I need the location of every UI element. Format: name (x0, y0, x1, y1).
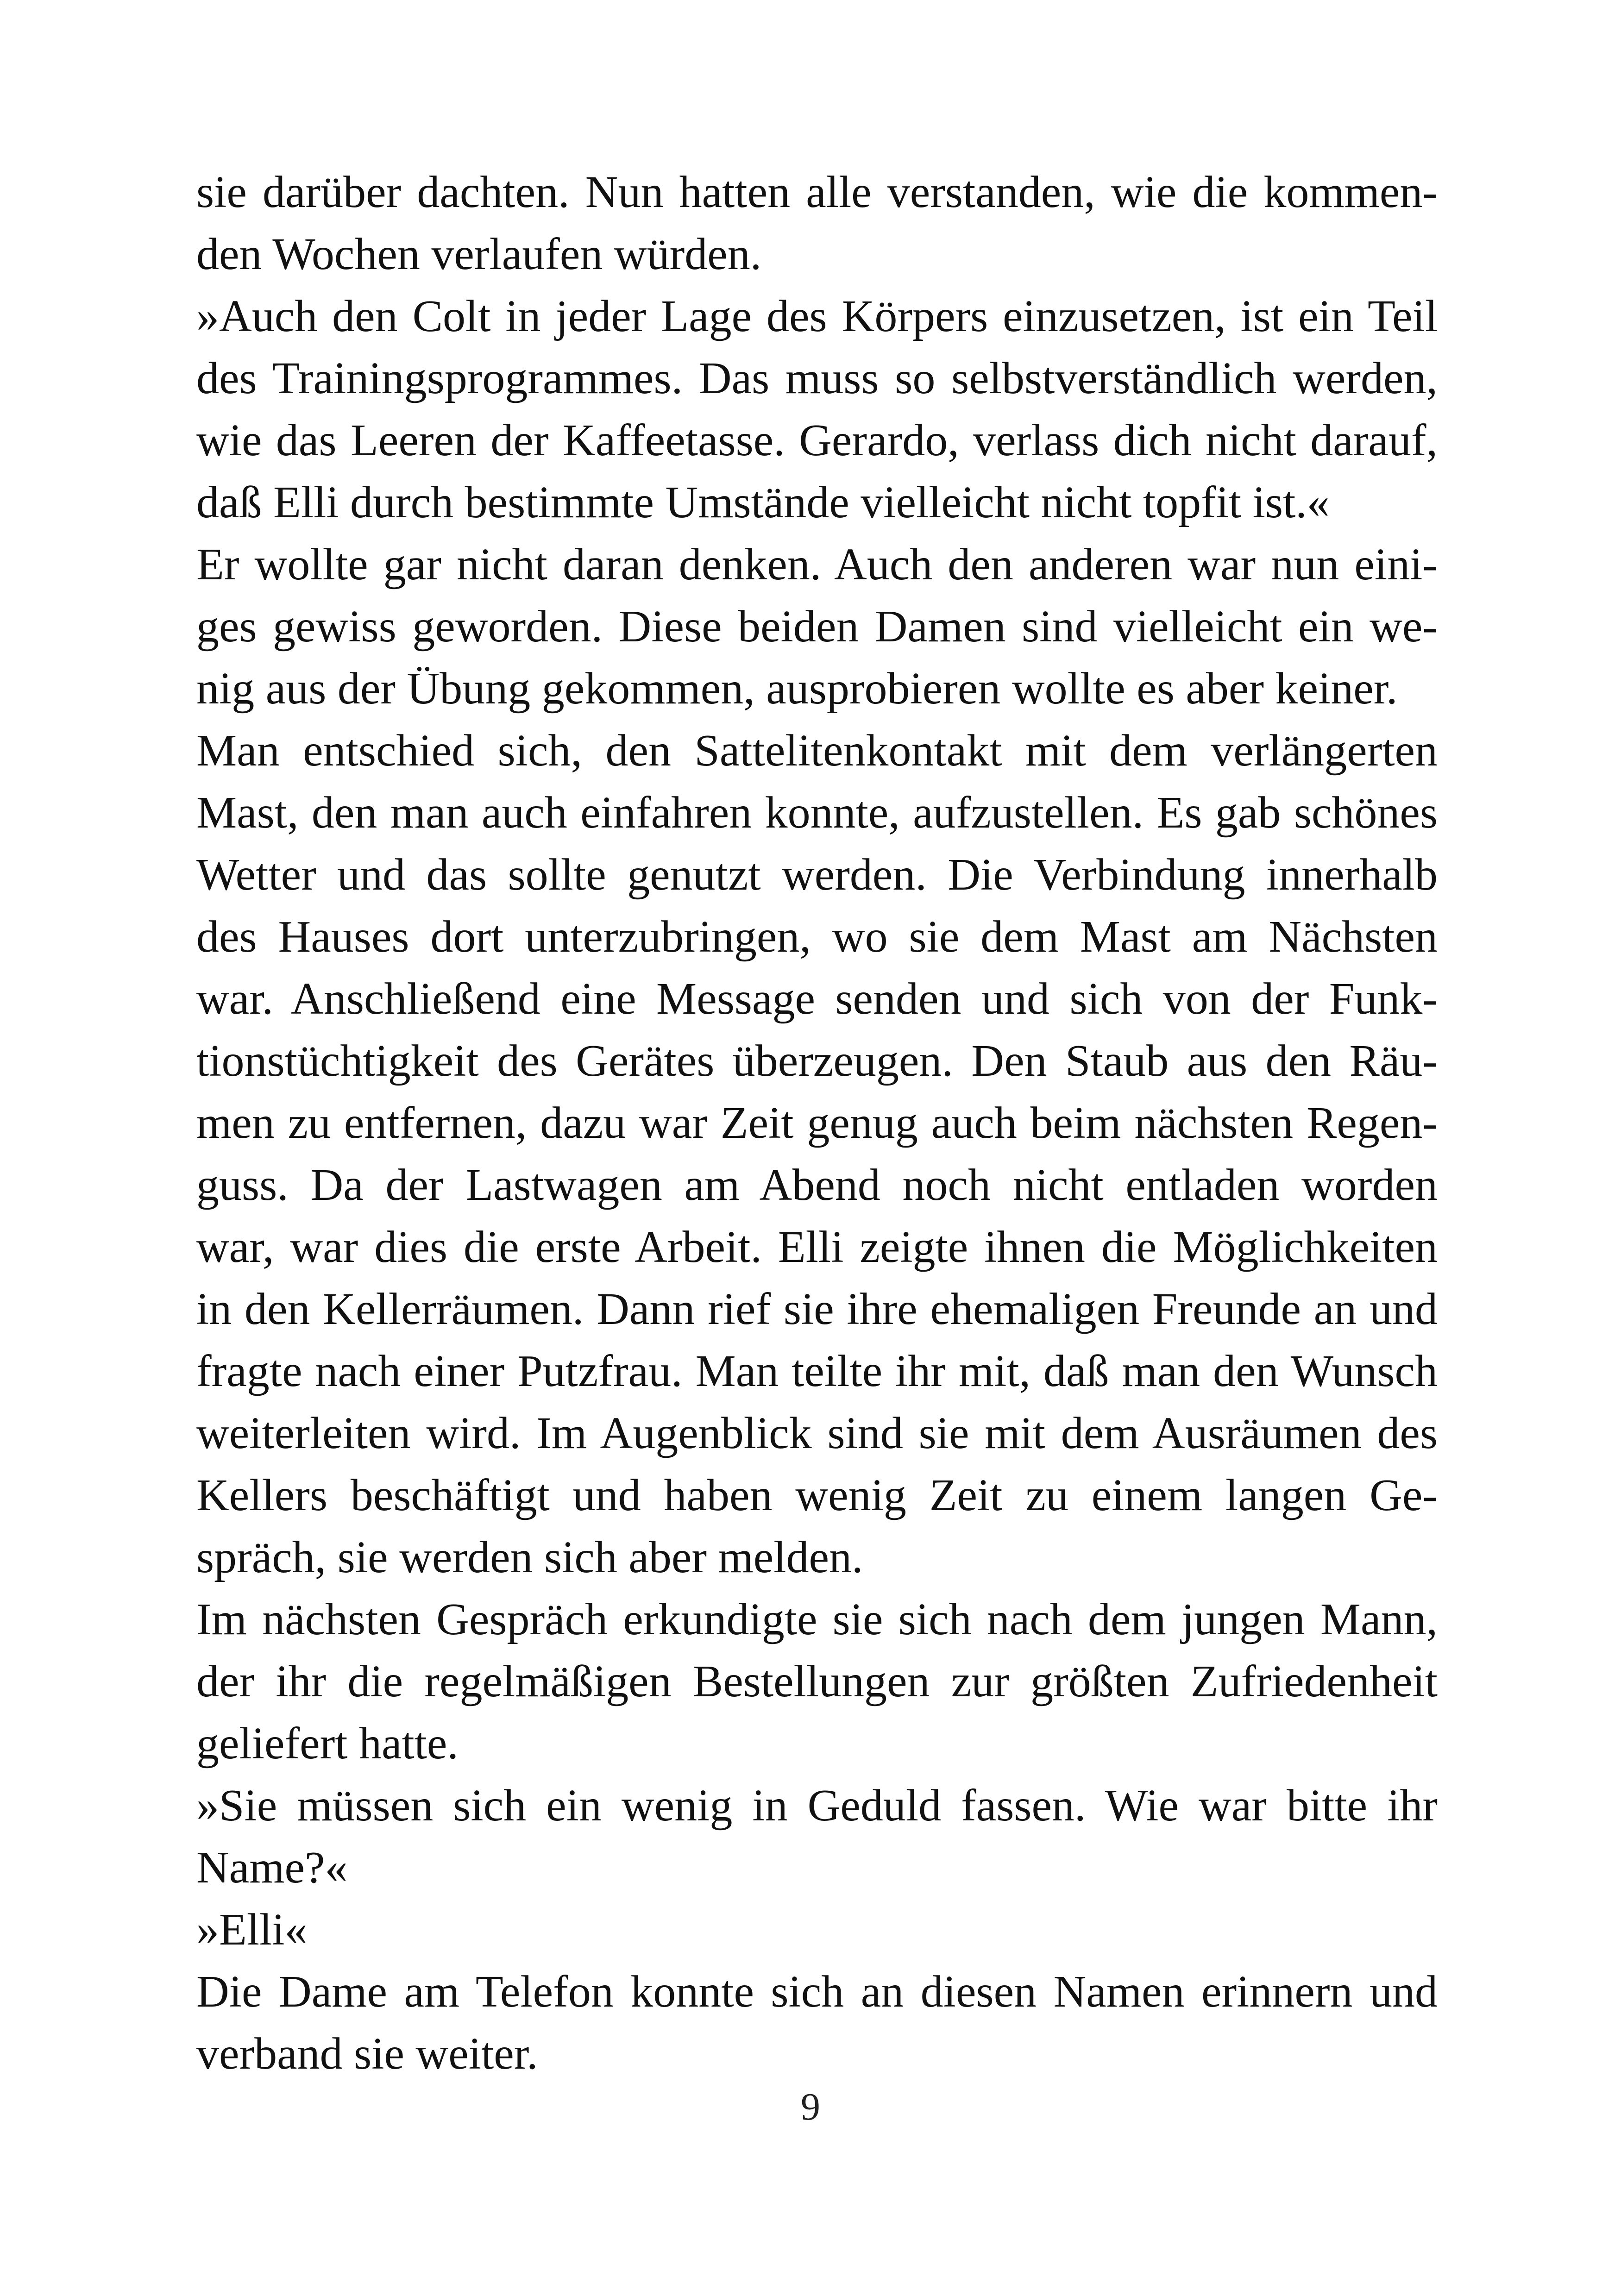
text-line: spräch, sie werden sich aber melden. (196, 1532, 863, 1582)
text-line: ges gewiss geworden. Diese beiden Damen sind vielleicht ein we- (196, 602, 1438, 652)
text-line: nig aus der Übung gekommen, ausprobieren wollte es aber keiner. (196, 664, 1398, 714)
text-line: Kellers beschäftigt und haben wenig Zeit zu einem langen Ge- (196, 1470, 1438, 1520)
text-line: Mast, den man auch einfahren konnte, aufzustellen. Es gab schönes (196, 788, 1438, 838)
text-line: »Auch den Colt in jeder Lage des Körpers einzusetzen, ist ein Teil (196, 291, 1438, 341)
text-line: Im nächsten Gespräch erkundigte sie sich nach dem jungen Mann, (196, 1594, 1438, 1644)
text-line: war. Anschließend eine Message senden und sich von der Funk- (196, 974, 1438, 1024)
text-line: guss. Da der Lastwagen am Abend noch nicht entladen worden (196, 1160, 1438, 1210)
text-line: geliefert hatte. (196, 1719, 459, 1769)
text-line: »Elli« (196, 1905, 308, 1955)
body-text (196, 161, 1438, 2085)
text-line: wie das Leeren der Kaffeetasse. Gerardo, verlass dich nicht darauf, (196, 415, 1438, 465)
text-line: fragte nach einer Putzfrau. Man teilte ihr mit, daß man den Wunsch (196, 1346, 1438, 1396)
text-line: war, war dies die erste Arbeit. Elli zeigte ihnen die Möglichkeiten (196, 1222, 1438, 1272)
text-line: des Hauses dort unterzubringen, wo sie dem Mast am Nächsten (196, 912, 1438, 962)
text-line: men zu entfernen, dazu war Zeit genug auch beim nächsten Regen- (196, 1098, 1438, 1148)
text-line: Die Dame am Telefon konnte sich an diesen Namen erinnern und (196, 1967, 1438, 2017)
text-line: Er wollte gar nicht daran denken. Auch den anderen war nun eini- (196, 539, 1438, 590)
page-number: 9 (801, 2085, 820, 2128)
text-line: Wetter und das sollte genutzt werden. Die Verbindung innerhalb (196, 850, 1438, 900)
text-line: »Sie müssen sich ein wenig in Geduld fassen. Wie war bitte ihr (196, 1781, 1438, 1831)
text-line: Name?« (196, 1843, 348, 1893)
text-line: den Wochen verlaufen würden. (196, 229, 762, 279)
text-line: des Trainingsprogrammes. Das muss so selbstverständlich werden, (196, 353, 1438, 403)
text-line: tionstüchtigkeit des Gerätes überzeugen. Den Staub aus den Räu- (196, 1036, 1438, 1086)
text-line: weiterleiten wird. Im Augenblick sind sie mit dem Ausräumen des (196, 1408, 1438, 1458)
text-line: verband sie weiter. (196, 2029, 538, 2079)
text-line: der ihr die regelmäßigen Bestellungen zur größten Zufriedenheit (196, 1656, 1438, 1706)
text-line: daß Elli durch bestimmte Umstände vielleicht nicht topfit ist.« (196, 477, 1330, 527)
text-line: in den Kellerräumen. Dann rief sie ihre ehemaligen Freunde an und (196, 1284, 1438, 1334)
text-line: Man entschied sich, den Sattelitenkontakt mit dem verlängerten (196, 726, 1438, 776)
text-line: sie darüber dachten. Nun hatten alle verstanden, wie die kommen- (196, 167, 1438, 217)
